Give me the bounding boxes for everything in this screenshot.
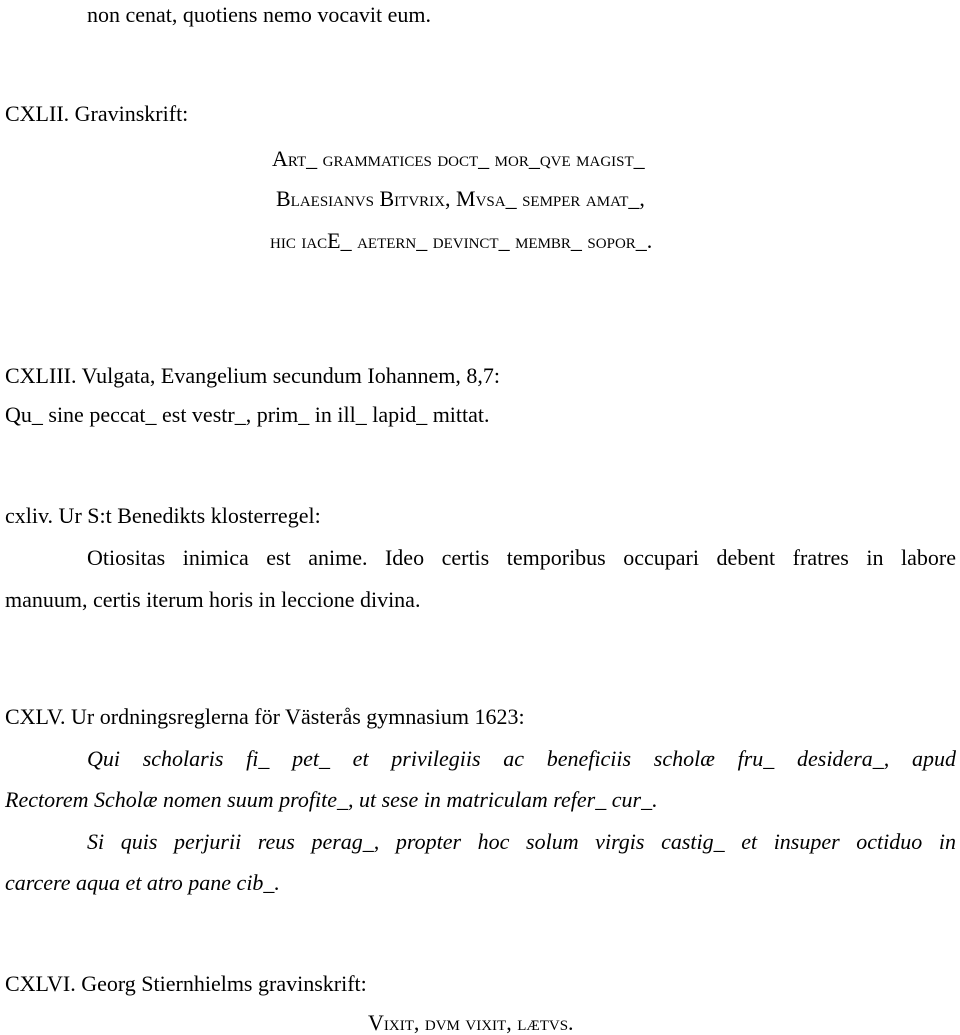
section-145-paragraph-1-line-1: Qui scholaris fi_ pet_ et privilegiis ac beneficiis scholæ fru_ desidera_, apud — [87, 746, 956, 771]
section-145-paragraph-1-line-2: Rectorem Scholæ nomen suum profite_, ut sese in matriculam refer_ cur_. — [5, 787, 658, 812]
section-145-heading: CXLV. Ur ordningsreglerna för Västerås gymnasium 1623: — [5, 704, 525, 729]
section-142-verse-2: Blaesianvs Bitvrix, Mvsa_ semper amat_, — [276, 186, 645, 211]
section-144-paragraph-line-1: Otiositas inimica est anime. Ideo certis temporibus occupari debent fratres in labore — [87, 545, 956, 570]
section-143-heading: CXLIII. Vulgata, Evangelium secundum Iohannem, 8,7: — [5, 363, 500, 388]
section-145-paragraph-2-line-1: Si quis perjurii reus perag_, propter hoc solum virgis castig_ et insuper octiduo in — [87, 829, 956, 854]
section-144-heading: cxliv. Ur S:t Benedikts klosterregel: — [5, 503, 321, 528]
section-145-paragraph-2-line-2: carcere aqua et atro pane cib_. — [5, 870, 280, 895]
section-144-paragraph-line-2: manuum, certis iterum horis in leccione divina. — [5, 587, 421, 612]
section-142-verse-1: Art_ grammatices doct_ mor_qve magist_ — [272, 146, 645, 171]
section-146-verse: Vixit, dvm vixit, lætvs. — [368, 1010, 574, 1035]
top-line: non cenat, quotiens nemo vocavit eum. — [87, 2, 431, 27]
section-142-verse-3: hic iacE_ aetern_ devinct_ membr_ sopor_. — [270, 228, 653, 253]
section-143-text: Qu_ sine peccat_ est vestr_, prim_ in ill_ lapid_ mittat. — [5, 402, 490, 427]
section-146-heading: CXLVI. Georg Stiernhielms gravinskrift: — [5, 971, 367, 996]
section-142-heading: CXLII. Gravinskrift: — [5, 101, 189, 126]
